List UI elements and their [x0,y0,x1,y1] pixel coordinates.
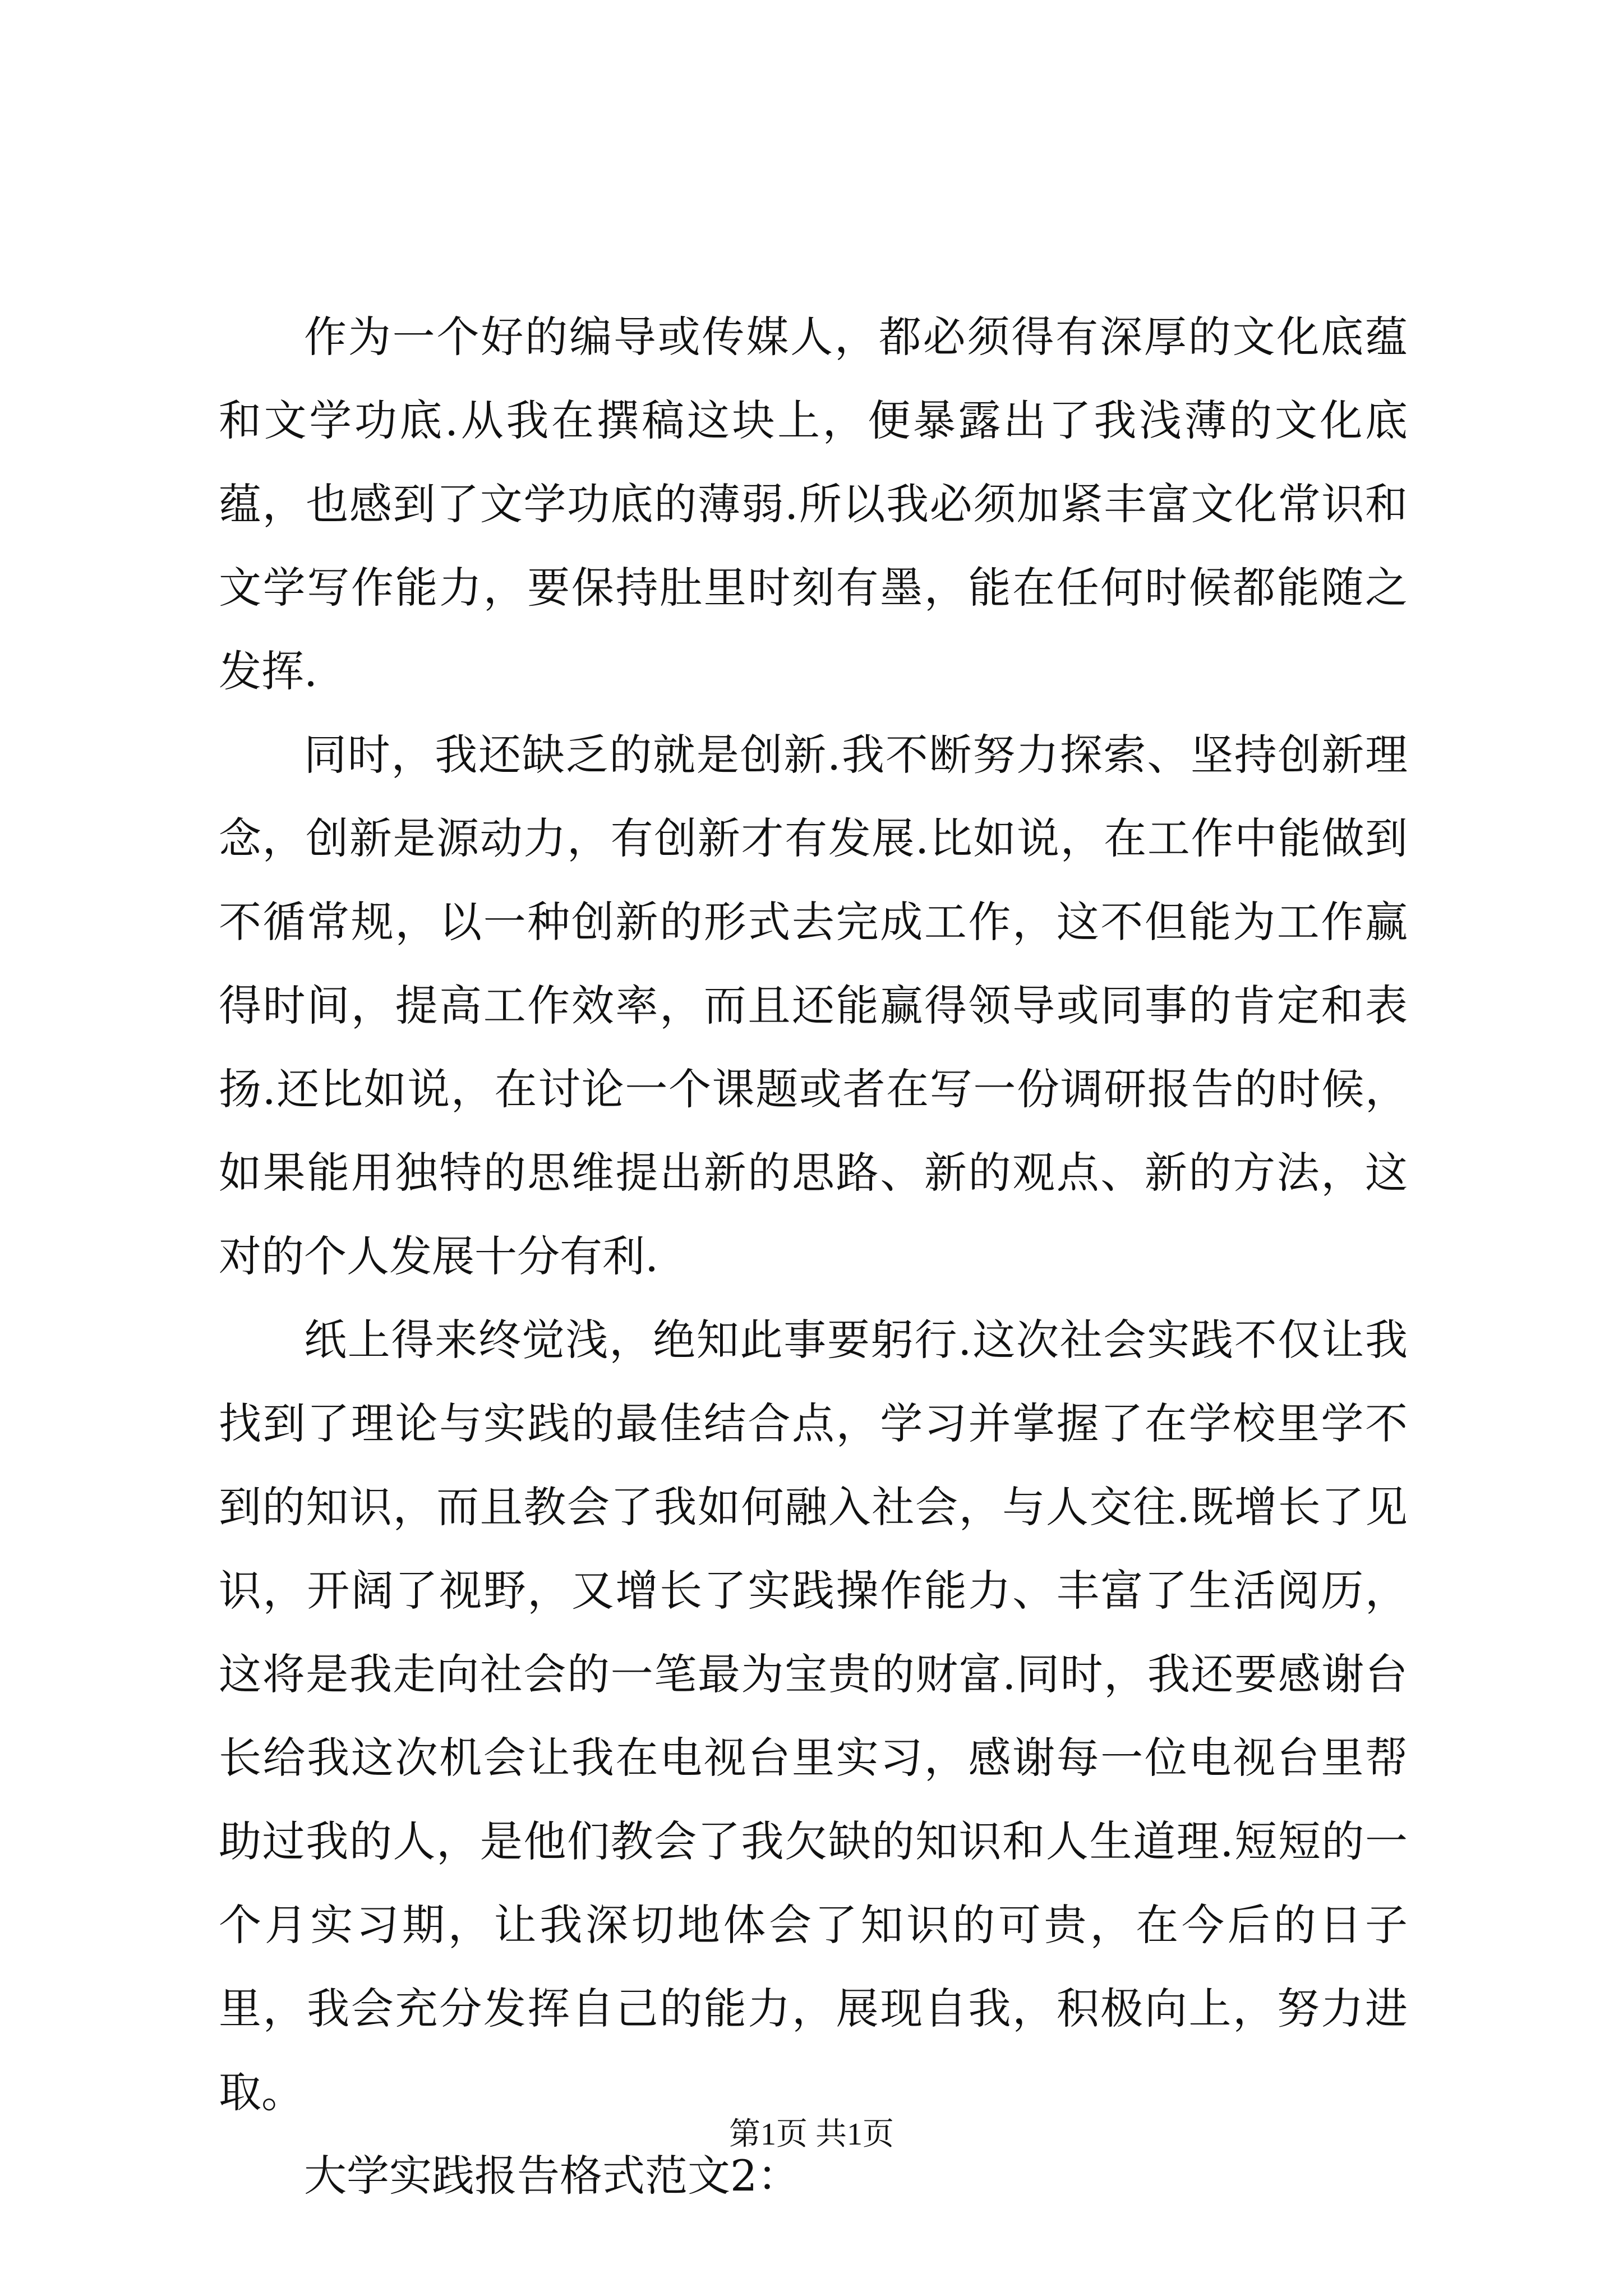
paragraph-innovation: 同时，我还缺乏的就是创新.我不断努力探索、坚持创新理念，创新是源动力，有创新才有发展.比如说，在工作中能做到不循常规，以一种创新的形式去完成工作，这不但能为工作赢得时间，提高工作效率，而且还能赢得领导或同事的肯定和表扬.还比如说，在讨论一个课题或者在写一份调研报告的时候，如果能用独特的思维提出新的思路、新的观点、新的方法，这对的个人发展十分有利. [219,730,1408,1281]
paragraph-sample-heading: 大学实践报告格式范文2： [304,2151,800,2201]
paragraph-cultural-foundation: 作为一个好的编导或传媒人，都必须得有深厚的文化底蕴和文学功底.从我在撰稿这块上，便暴露出了我浅薄的文化底蕴，也感到了文学功底的薄弱.所以我必须加紧丰富文化常识和文学写作能力，要保持肚里时刻有墨，能在任何时候都能随之发挥. [219,312,1408,696]
document-body [219,295,1408,2217]
paragraph-practice-reflection: 纸上得来终觉浅，绝知此事要躬行.这次社会实践不仅让我找到了理论与实践的最佳结合点，学习并掌握了在学校里学不到的知识，而且教会了我如何融入社会，与人交往.既增长了见识，开阔了视野，又增长了实践操作能力、丰富了生活阅历，这将是我走向社会的一笔最为宝贵的财富.同时，我还要感谢台长给我这次机会让我在电视台里实习，感谢每一位电视台里帮助过我的人，是他们教会了我欠缺的知识和人生道理.短短的一个月实习期，让我深切地体会了知识的可贵，在今后的日子里，我会充分发挥自己的能力，展现自我，积极向上，努力进取。 [219,1315,1408,2117]
page-number-footer: 第1页 共1页 [729,2117,894,2152]
